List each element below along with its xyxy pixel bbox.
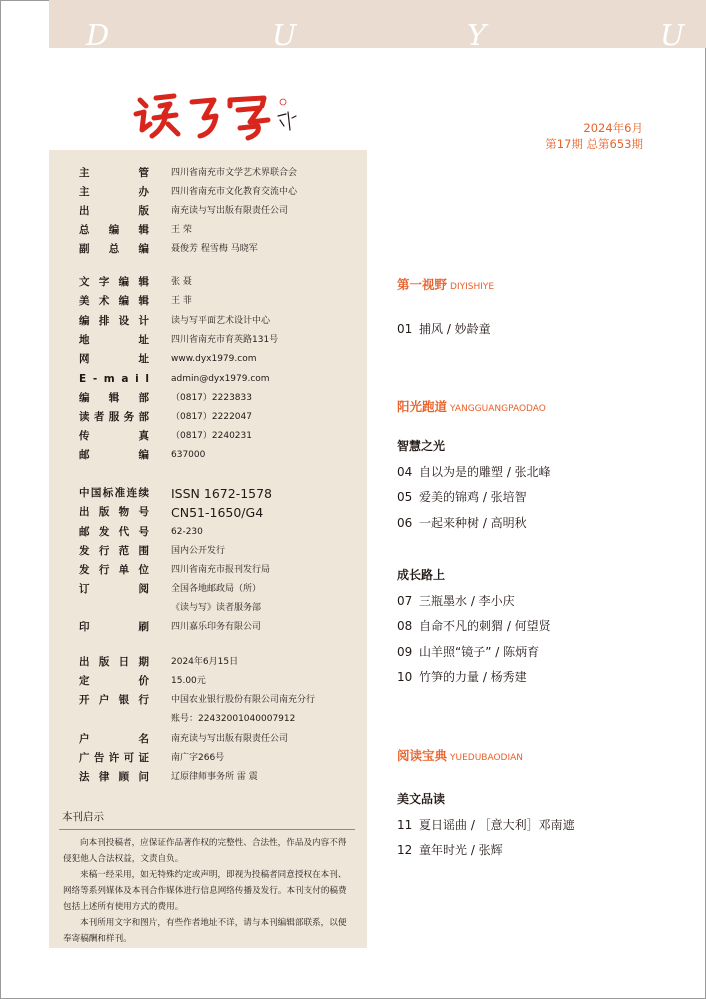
section-title: 阳光跑道 [397,399,448,414]
masthead-row [79,484,359,503]
toc-item[interactable] [397,488,527,505]
masthead-value: 读与写平面艺术设计中心 [171,316,271,326]
masthead-label: 网 址 [79,353,149,365]
masthead-label: 印 刷 [79,621,149,633]
masthead-row [79,273,359,292]
toc-title: 捕风 / 妙龄童 [419,322,491,336]
toc-item[interactable] [397,617,551,634]
toc-item[interactable] [397,514,527,531]
masthead-value: 62-230 [171,527,203,537]
toc-item[interactable] [397,643,539,660]
notice-divider [59,829,355,830]
toc-item[interactable] [397,320,491,337]
masthead-label: 订 阅 [79,583,149,595]
masthead-row [79,542,359,561]
toc-page-number: 12 [397,843,413,857]
masthead-row [79,446,359,465]
masthead-label: 邮 编 [79,449,149,461]
masthead-value: www.dyx1979.com [171,354,257,364]
subsection-chengzhanglushang: 成长路上 [397,568,446,582]
masthead-value: 南充读与写出版有限责任公司 [171,206,289,216]
masthead-value: 2024年6月15日 [171,657,239,667]
masthead-row [79,580,359,599]
masthead-value: 《读与写》读者服务部 [171,603,262,613]
masthead-row [79,523,359,542]
toc-title: 自命不凡的刺猬 / 何望贤 [419,619,551,633]
masthead-value: ISSN 1672-1578 [171,486,273,501]
masthead-value: 15.00元 [171,676,206,686]
header-band [49,0,706,52]
section-yangguangpaodao[interactable] [397,396,546,415]
toc-item[interactable] [397,816,575,833]
toc-item[interactable] [397,841,503,858]
toc-item[interactable] [397,668,527,685]
masthead-label: 传 真 [79,430,149,442]
toc-page-number: 04 [397,465,413,479]
header-letter-d: D [86,18,110,52]
toc-page-number: 08 [397,619,413,633]
masthead-row [79,653,359,672]
masthead-value: 四川省南充市报刊发行局 [171,565,271,575]
masthead-label: 主 办 [79,186,149,198]
masthead-value: （0817）2222047 [171,412,252,422]
toc-title: 竹笋的力量 / 杨秀建 [419,670,527,684]
masthead-row [79,730,359,749]
header-letter-u: U [272,18,297,52]
masthead-label: 编 排 设 计 [79,315,149,327]
masthead-row [79,618,359,637]
masthead-label: 出 版 日 期 [79,656,149,668]
masthead-row [79,672,359,691]
issue-number: 第17期 总第653期 [545,136,643,151]
masthead-row [79,691,359,710]
masthead-label: E - m a i l [79,373,149,385]
toc-page-number: 05 [397,490,413,504]
masthead-value: 四川省南充市文学艺术界联合会 [171,168,298,178]
masthead-row [79,749,359,768]
header-letter-y: Y [467,18,487,52]
notice-title: 本刊启示 [62,811,104,823]
masthead-label: 发 行 范 围 [79,545,149,557]
masthead-row [79,312,359,331]
masthead-value: 南广字266号 [171,753,225,763]
masthead-row [79,710,359,729]
masthead-label: 发 行 单 位 [79,564,149,576]
subsection-zhihuizhiguang: 智慧之光 [397,439,446,453]
toc-page-number: 07 [397,594,413,608]
notice-paragraph: 向本刊投稿者，应保证作品著作权的完整性、合法性，作品及内容不得侵犯他人合法权益，文责自负。 [63,838,347,864]
header-letter-u2: U [660,18,685,52]
section-diyishiye[interactable] [397,274,494,293]
toc-title: 三瓶墨水 / 李小庆 [419,594,515,608]
masthead-panel [49,150,367,948]
masthead-value: CN51-1650/G4 [171,505,264,520]
masthead-row [79,240,359,259]
section-yuedubaodian[interactable] [397,745,523,764]
masthead-row [79,331,359,350]
masthead-value: 637000 [171,450,206,460]
masthead-label: 文 字 编 辑 [79,276,149,288]
masthead-value: 全国各地邮政局（所） [171,584,262,594]
masthead-label: 法 律 顾 问 [79,771,149,783]
toc-title: 自以为是的雕塑 / 张北峰 [419,465,551,479]
masthead-label: 开 户 银 行 [79,694,149,706]
masthead-value: 张 聂 [171,277,192,287]
notice-paragraph: 来稿一经采用，如无特殊约定或声明，即视为投稿者同意授权在本刊、网络等系列媒体及本刊合作媒体进行信息网络传播及发行。本刊支付的稿费包括上述所有使用方式的费用。 [63,870,347,912]
masthead-row [79,503,359,522]
issue-info [545,121,643,152]
masthead-row [79,202,359,221]
masthead-row [79,561,359,580]
masthead-value: admin@dyx1979.com [171,374,270,384]
toc-title: 山羊照“镜子” / 陈炳育 [419,645,540,659]
section-title: 阅读宝典 [397,748,448,763]
toc-title: 爱美的锦鸡 / 张培智 [419,490,527,504]
toc-title: 夏日谣曲 / ［意大利］邓南遮 [419,818,575,832]
masthead-row [79,389,359,408]
masthead-label: 美 术 编 辑 [79,295,149,307]
section-pinyin: YANGGUANGPAODAO [450,404,546,414]
masthead-value: 聂俊芳 程雪梅 马晓军 [171,244,258,254]
duyuxie-logo [130,86,300,142]
masthead-value: 辽原律师事务所 雷 震 [171,772,258,782]
masthead-label: 中 国 标 准 连 续 [79,487,149,499]
masthead-value: 四川省南充市文化教育交流中心 [171,187,298,197]
masthead-label: 地 址 [79,334,149,346]
masthead-value: （0817）2223833 [171,393,252,403]
masthead-value: 四川省南充市育英路131号 [171,335,279,345]
toc-page-number: 01 [397,322,413,336]
masthead-value: 四川嘉乐印务有限公司 [171,622,262,632]
section-pinyin: YUEDUBAODIAN [450,753,524,763]
masthead-label: 户 名 [79,733,149,745]
subsection-meiwenpindu: 美文品读 [397,792,446,806]
masthead-label: 读 者 服 务 部 [79,411,149,423]
masthead-label: 邮 发 代 号 [79,526,149,538]
toc-item[interactable] [397,592,515,609]
masthead-value: 南充读与写出版有限责任公司 [171,734,289,744]
masthead-row [79,292,359,311]
masthead-label: 出 版 [79,205,149,217]
toc-title: 童年时光 / 张辉 [419,843,503,857]
masthead-label: 定 价 [79,675,149,687]
notice-paragraph: 本刊所用文字和图片，有些作者地址不详，请与本刊编辑部联系，以便奉寄稿酬和样刊。 [63,918,347,944]
masthead-row [79,768,359,787]
toc-page-number: 11 [397,818,413,832]
masthead-value: （0817）2240231 [171,431,252,441]
notice-body [63,835,353,947]
masthead-row [79,370,359,389]
masthead-row [79,408,359,427]
issue-date: 2024年6月 [583,121,643,135]
masthead-value: 王 荣 [171,225,192,235]
masthead-value: 王 菲 [171,296,192,306]
masthead-row [79,221,359,240]
masthead-row [79,350,359,369]
toc-page-number: 06 [397,516,413,530]
masthead-row [79,183,359,202]
section-title: 第一视野 [397,277,448,292]
masthead-row [79,427,359,446]
masthead-label: 总 编 辑 [79,224,149,236]
toc-title: 一起来种树 / 高明秋 [419,516,527,530]
toc-page-number: 09 [397,645,413,659]
masthead-value: 中国农业银行股份有限公司南充分行 [171,695,316,705]
masthead-label: 主 管 [79,167,149,179]
masthead-label: 出 版 物 号 [79,506,149,518]
masthead-label: 广 告 许 可 证 [79,752,149,764]
masthead-value: 账号：22432001040007912 [171,714,296,724]
masthead-value: 国内公开发行 [171,546,226,556]
section-pinyin: DIYISHIYE [450,282,495,292]
masthead-row [79,599,359,618]
masthead-label: 编 辑 部 [79,392,149,404]
toc-page-number: 10 [397,670,413,684]
toc-item[interactable] [397,463,551,480]
masthead-label: 副 总 编 [79,243,149,255]
masthead-row [79,164,359,183]
